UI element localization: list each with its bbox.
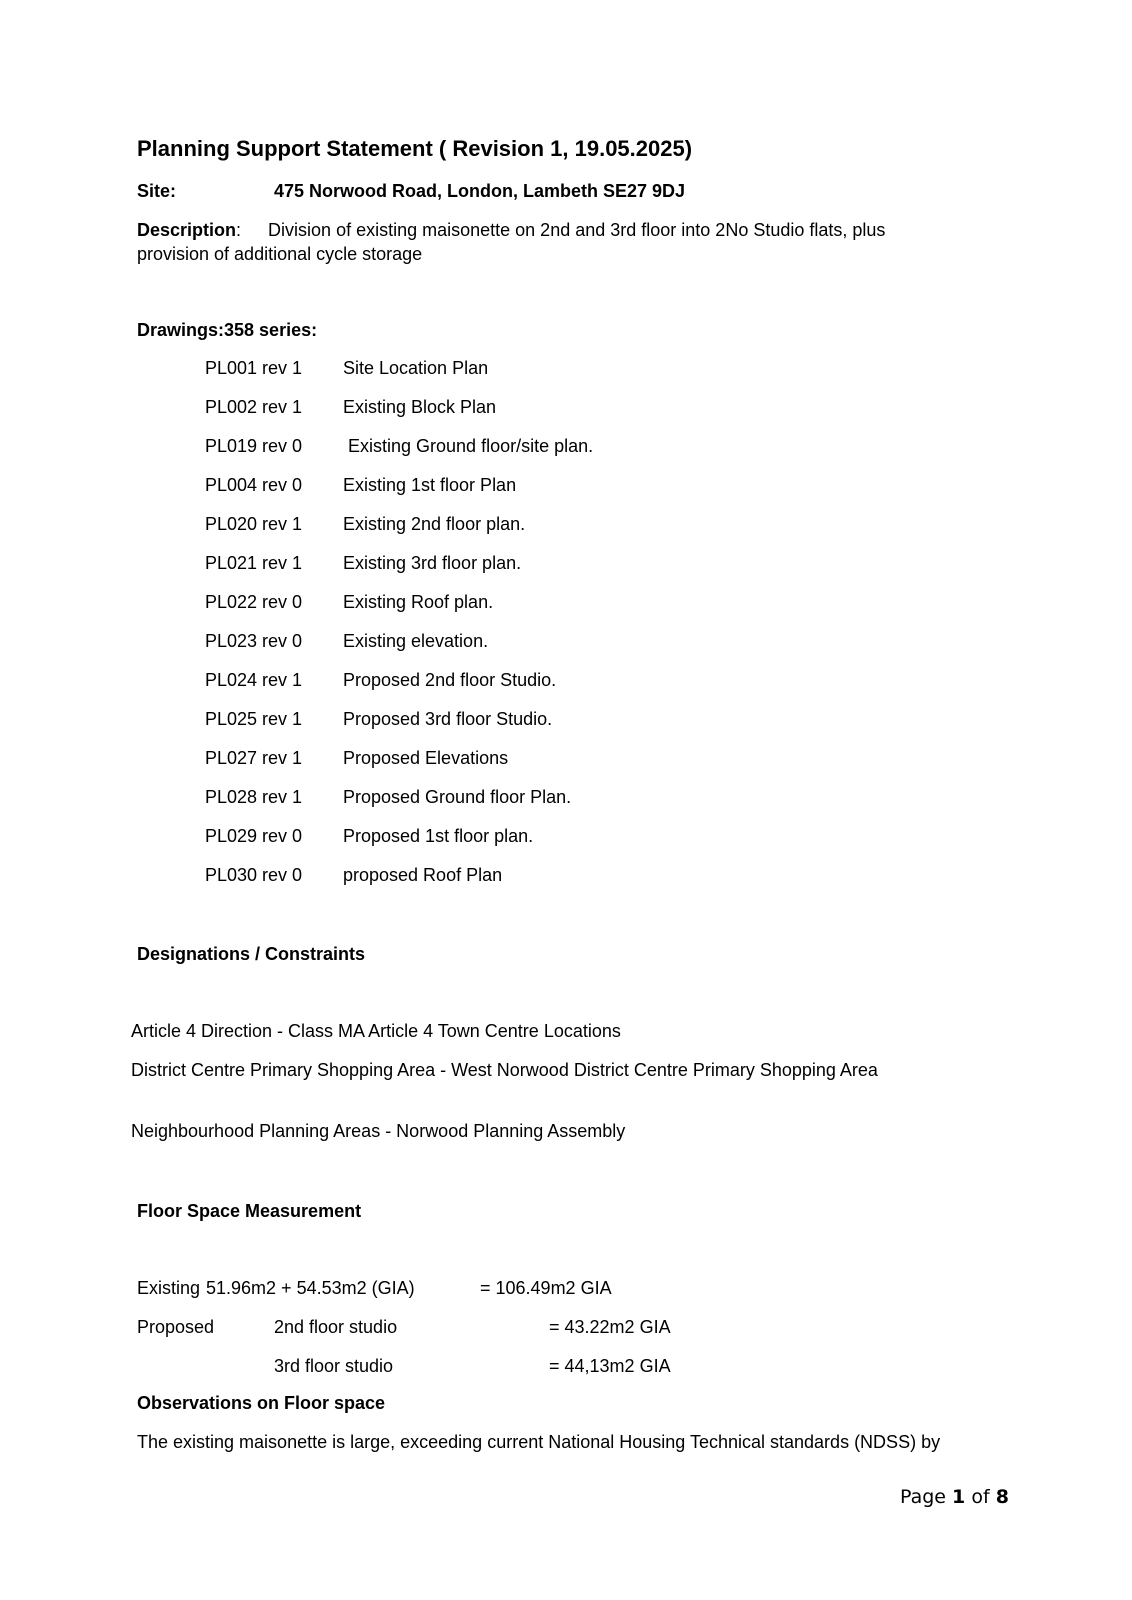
- drawing-code: PL025 rev 1: [205, 709, 303, 729]
- drawing-code: PL023 rev 0: [205, 631, 303, 651]
- drawing-code: PL022 rev 0: [205, 592, 303, 612]
- description-text: Division of existing maisonette on 2nd and 3rd floor into 2No Studio flats, plus provision of additional cycle storage: [137, 220, 886, 264]
- drawing-title: Existing elevation.: [343, 631, 489, 651]
- existing-total: = 106.49m2 GIA: [480, 1278, 612, 1298]
- drawing-code: PL030 rev 0: [205, 865, 303, 885]
- drawing-title: Proposed Ground floor Plan.: [343, 787, 572, 807]
- designation-item: Article 4 Direction - Class MA Article 4 Town Centre Locations: [131, 1021, 621, 1041]
- drawing-code: PL028 rev 1: [205, 787, 303, 807]
- page-prefix: Page: [900, 1486, 953, 1508]
- site-label: Site:: [137, 181, 177, 201]
- drawing-title: Existing Block Plan: [343, 397, 497, 417]
- drawing-title: proposed Roof Plan: [343, 865, 503, 885]
- proposed-unit-area: = 43.22m2 GIA: [549, 1317, 671, 1337]
- description-colon: :: [236, 220, 242, 240]
- drawing-title: Proposed 2nd floor Studio.: [343, 670, 557, 690]
- drawing-code: PL004 rev 0: [205, 475, 303, 495]
- proposed-unit-name: 3rd floor studio: [274, 1356, 394, 1376]
- site-address: 475 Norwood Road, London, Lambeth SE27 9DJ: [274, 181, 686, 201]
- designation-item: Neighbourhood Planning Areas - Norwood Planning Assembly: [131, 1121, 626, 1141]
- description-label: Description: [137, 220, 237, 240]
- drawing-title: Existing 2nd floor plan.: [343, 514, 526, 534]
- proposed-unit-area: = 44,13m2 GIA: [549, 1356, 671, 1376]
- drawing-title: Site Location Plan: [343, 358, 489, 378]
- drawings-heading: Drawings:358 series:: [137, 320, 318, 340]
- existing-label: Existing: [137, 1278, 201, 1298]
- drawing-code: PL024 rev 1: [205, 670, 303, 690]
- drawing-title: Proposed 3rd floor Studio.: [343, 709, 553, 729]
- drawing-title: Proposed 1st floor plan.: [343, 826, 534, 846]
- page-current: 1: [952, 1486, 966, 1508]
- existing-calculation: 51.96m2 + 54.53m2 (GIA): [206, 1278, 415, 1298]
- drawing-code: PL027 rev 1: [205, 748, 303, 768]
- proposed-unit-name: 2nd floor studio: [274, 1317, 398, 1337]
- drawing-title: Existing Roof plan.: [343, 592, 494, 612]
- proposed-label: Proposed: [137, 1317, 215, 1337]
- drawing-code: PL029 rev 0: [205, 826, 303, 846]
- observations-heading: Observations on Floor space: [137, 1393, 386, 1413]
- drawing-code: PL001 rev 1: [205, 358, 303, 378]
- observations-text: The existing maisonette is large, exceeding current National Housing Technical standards (NDSS) by: [137, 1432, 941, 1452]
- drawing-code: PL002 rev 1: [205, 397, 303, 417]
- page-of: of: [965, 1486, 996, 1508]
- drawing-title: Existing Ground floor/site plan.: [343, 436, 594, 456]
- floor-space-heading: Floor Space Measurement: [137, 1201, 362, 1221]
- description-paragraph: [137, 218, 957, 266]
- designation-item: District Centre Primary Shopping Area - West Norwood District Centre Primary Shopping Area: [131, 1060, 878, 1080]
- drawing-title: Existing 3rd floor plan.: [343, 553, 522, 573]
- drawing-code: PL020 rev 1: [205, 514, 303, 534]
- document-title: Planning Support Statement ( Revision 1, 19.05.2025): [137, 136, 693, 161]
- page-number: [900, 1486, 1009, 1508]
- drawing-code: PL019 rev 0: [205, 436, 303, 456]
- designations-heading: Designations / Constraints: [137, 944, 366, 964]
- page-total: 8: [995, 1486, 1009, 1508]
- drawing-title: Existing 1st floor Plan: [343, 475, 517, 495]
- drawing-code: PL021 rev 1: [205, 553, 303, 573]
- drawing-title: Proposed Elevations: [343, 748, 509, 768]
